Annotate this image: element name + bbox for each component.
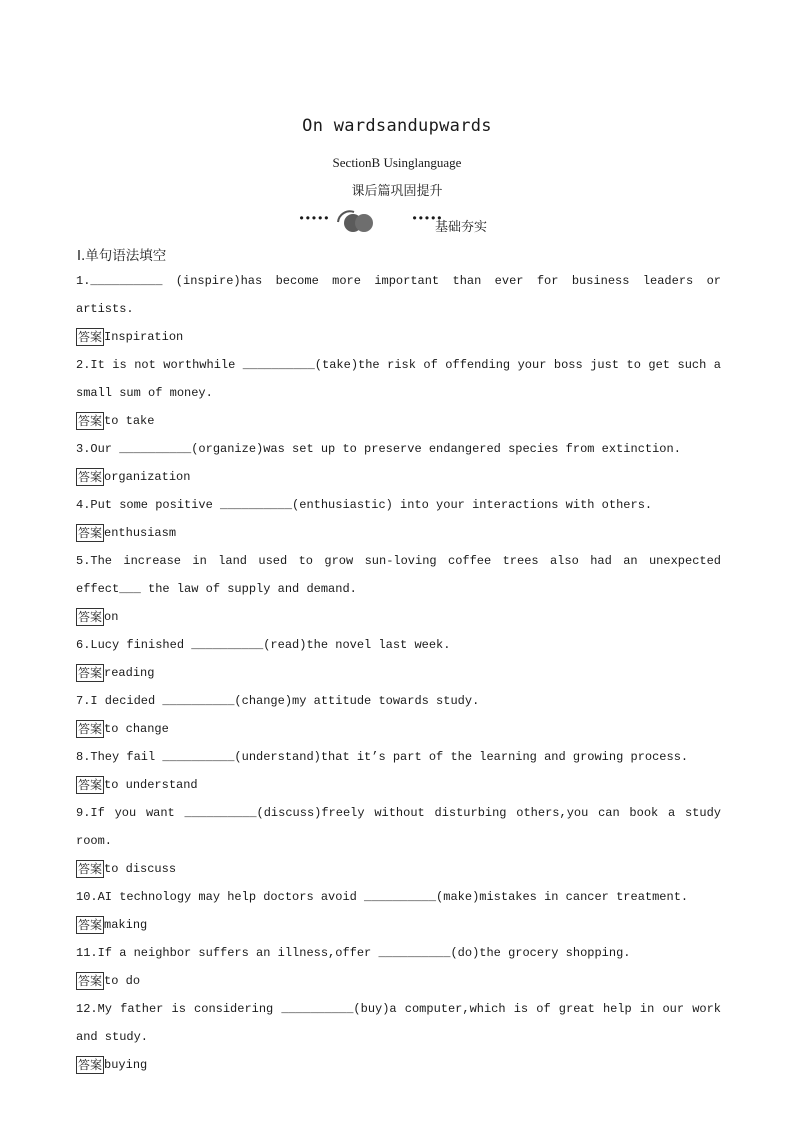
question-text: 6.Lucy finished __________(read)the novel last week. bbox=[76, 638, 451, 652]
question-text: 1.__________ (inspire)has become more important than ever for business leaders or artists. bbox=[76, 274, 721, 316]
answer-row bbox=[76, 967, 721, 995]
answer-text: to take bbox=[104, 414, 155, 428]
answer-tag: 答案 bbox=[78, 918, 103, 932]
answer-tag: 答案 bbox=[78, 610, 103, 624]
question-text: 2.It is not worthwhile __________(take)the risk of offending your boss just to get such a small sum of money. bbox=[76, 358, 721, 400]
answer-tag: 答案 bbox=[78, 666, 103, 680]
answer-text: organization bbox=[104, 470, 191, 484]
banner-dots-right: ••••• bbox=[411, 212, 443, 226]
lesson-subtitle: 课后篇巩固提升 bbox=[351, 184, 443, 199]
answer-row bbox=[76, 659, 721, 687]
question-text: 9.If you want __________(discuss)freely without disturbing others,you can book a study room. bbox=[76, 806, 721, 848]
question-text: 10.AI technology may help doctors avoid __________(make)mistakes in cancer treatment. bbox=[76, 890, 689, 904]
question-text: 12.My father is considering __________(buy)a computer,which is of great help in our work and study. bbox=[76, 1002, 721, 1044]
section-heading: Ⅰ.单句语法填空 bbox=[77, 248, 167, 264]
answer-text: enthusiasm bbox=[104, 526, 177, 540]
answer-row bbox=[76, 771, 721, 799]
answer-text: on bbox=[104, 610, 119, 624]
answer-row bbox=[76, 911, 721, 939]
answer-text: reading bbox=[104, 666, 155, 680]
answer-tag: 答案 bbox=[78, 414, 103, 428]
exercise-list bbox=[76, 267, 721, 1079]
answer-text: to change bbox=[104, 722, 169, 736]
answer-row bbox=[76, 715, 721, 743]
section-banner bbox=[298, 206, 498, 236]
answer-row bbox=[76, 1051, 721, 1079]
question-text: 5.The increase in land used to grow sun-loving coffee trees also had an unexpected effect___ the law of supply and demand. bbox=[76, 554, 721, 596]
question-text: 8.They fail __________(understand)that it’s part of the learning and growing process. bbox=[76, 750, 689, 764]
question-text: 11.If a neighbor suffers an illness,offer __________(do)the grocery shopping. bbox=[76, 946, 631, 960]
answer-tag: 答案 bbox=[78, 330, 103, 344]
answer-text: to do bbox=[104, 974, 141, 988]
answer-text: making bbox=[104, 918, 148, 932]
answer-tag: 答案 bbox=[78, 862, 103, 876]
answer-row bbox=[76, 519, 721, 547]
answer-text: to discuss bbox=[104, 862, 177, 876]
question-text: 4.Put some positive __________(enthusiastic) into your interactions with others. bbox=[76, 498, 653, 512]
answer-text: to understand bbox=[104, 778, 198, 792]
answer-row bbox=[76, 603, 721, 631]
page-title: On wardsandupwards bbox=[302, 116, 492, 136]
answer-tag: 答案 bbox=[78, 974, 103, 988]
answer-row bbox=[76, 323, 721, 351]
answer-tag: 答案 bbox=[78, 778, 103, 792]
answer-row bbox=[76, 407, 721, 435]
banner-label: 基础夯实 bbox=[435, 220, 488, 235]
answer-tag: 答案 bbox=[78, 1058, 103, 1072]
question-text: 7.I decided __________(change)my attitude towards study. bbox=[76, 694, 480, 708]
answer-row bbox=[76, 855, 721, 883]
answer-text: buying bbox=[104, 1058, 148, 1072]
banner-dots-left: ••••• bbox=[298, 212, 330, 226]
answer-text: Inspiration bbox=[104, 330, 184, 344]
answer-tag: 答案 bbox=[78, 722, 103, 736]
answer-row bbox=[76, 463, 721, 491]
answer-tag: 答案 bbox=[78, 526, 103, 540]
section-subtitle: SectionB Usinglanguage bbox=[332, 155, 462, 170]
answer-tag: 答案 bbox=[78, 470, 103, 484]
question-text: 3.Our __________(organize)was set up to preserve endangered species from extinction. bbox=[76, 442, 681, 456]
banner-circles-icon bbox=[332, 206, 378, 241]
